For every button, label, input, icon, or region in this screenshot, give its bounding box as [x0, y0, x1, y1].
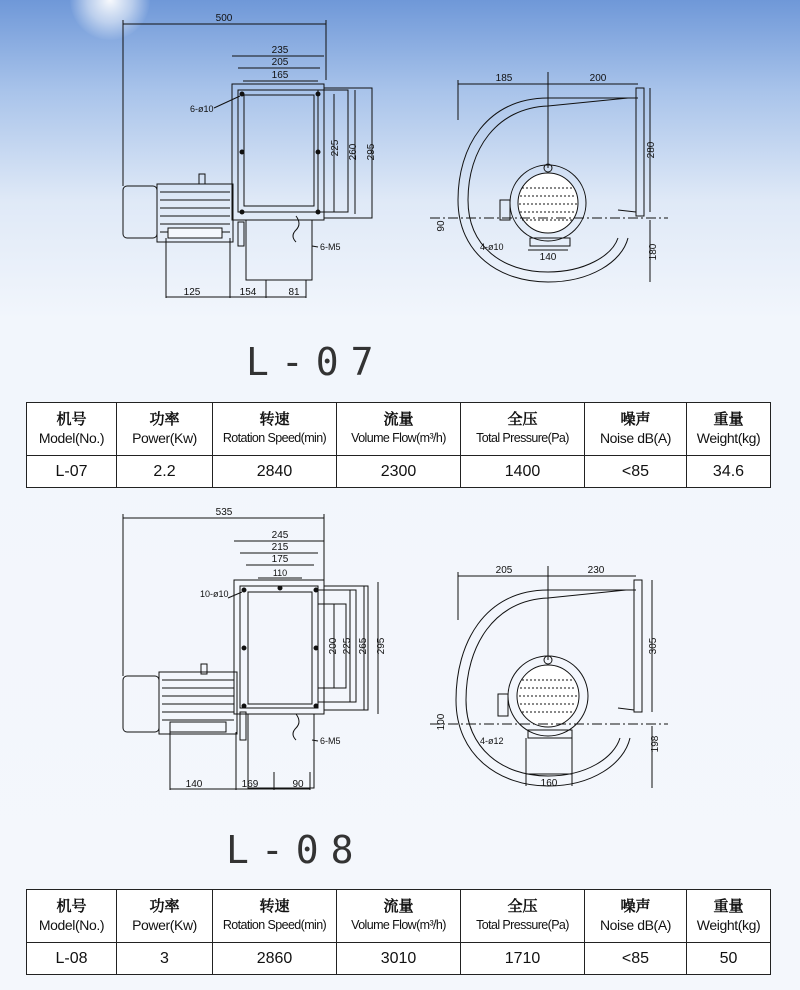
l08-spec-table	[26, 889, 771, 975]
l08-side-view	[430, 565, 668, 789]
l08-dim-h1: 200	[328, 637, 339, 655]
l08-dim-flange-inner: 175	[271, 554, 289, 565]
l07-dim-outlet: 280	[646, 141, 657, 159]
l08-model-title: L-08	[226, 828, 366, 872]
l08-dim-base-c: 90	[292, 779, 304, 790]
header-pressure: 全压 Total Pressure(Pa)	[461, 403, 585, 456]
header-speed: 转速 Rotation Speed(min)	[213, 890, 337, 943]
l08-drawing	[0, 500, 800, 800]
l07-dim-right: 200	[589, 73, 607, 84]
cell-power: 3	[117, 943, 213, 975]
l07-dim-lower: 180	[648, 243, 659, 261]
cell-speed: 2840	[213, 456, 337, 488]
table-header-row	[27, 890, 771, 943]
l08-dim-base-b: 169	[241, 779, 259, 790]
cell-noise: <85	[585, 456, 687, 488]
l08-dim-h4: 295	[376, 637, 387, 655]
table-header-row	[27, 403, 771, 456]
header-power: 功率 Power(Kw)	[117, 890, 213, 943]
table-row	[27, 456, 771, 488]
l08-dim-h2: 225	[342, 637, 353, 655]
l07-drawing	[0, 0, 800, 300]
cell-power: 2.2	[117, 456, 213, 488]
cell-flow: 3010	[337, 943, 461, 975]
header-pressure: 全压 Total Pressure(Pa)	[461, 890, 585, 943]
cell-flow: 2300	[337, 456, 461, 488]
header-noise: 噪声 Noise dB(A)	[585, 403, 687, 456]
header-flow: 流量 Volume Flow(m³/h)	[337, 890, 461, 943]
l08-dim-outlet: 305	[648, 637, 659, 655]
l07-side-view	[430, 72, 668, 282]
l07-dim-base-width: 140	[539, 252, 557, 263]
l07-front-view	[123, 13, 377, 298]
header-model: 机号 Model(No.)	[27, 403, 117, 456]
cell-weight: 50	[687, 943, 771, 975]
l07-dim-base-holes: 4-ø10	[480, 242, 504, 252]
cell-weight: 34.6	[687, 456, 771, 488]
header-power: 功率 Power(Kw)	[117, 403, 213, 456]
l07-dim-h2: 260	[348, 143, 359, 161]
l08-dim-flange-outer: 245	[271, 530, 289, 541]
l07-dim-left: 185	[495, 73, 513, 84]
l07-dim-base-c: 81	[288, 287, 300, 298]
header-weight: 重量 Weight(kg)	[687, 890, 771, 943]
l07-model-title: L-07	[246, 340, 386, 384]
l08-dim-axis: 100	[436, 713, 447, 731]
header-flow: 流量 Volume Flow(m³/h)	[337, 403, 461, 456]
table-row	[27, 943, 771, 975]
l07-dim-flange-inner: 165	[271, 70, 289, 81]
l07-dim-flange-mid: 205	[271, 57, 289, 68]
cell-noise: <85	[585, 943, 687, 975]
cell-model: L-08	[27, 943, 117, 975]
l08-dim-total-width: 535	[215, 507, 233, 518]
l08-dim-base-a: 140	[185, 779, 203, 790]
l07-spec-table	[26, 402, 771, 488]
l07-dim-base-b: 154	[239, 287, 257, 298]
l07-dim-h3: 295	[366, 143, 377, 161]
l07-dim-axis: 90	[436, 220, 447, 232]
cell-pressure: 1710	[461, 943, 585, 975]
l08-dim-left: 205	[495, 565, 513, 576]
l08-dim-flange-mid: 215	[271, 542, 289, 553]
header-model: 机号 Model(No.)	[27, 890, 117, 943]
l07-dim-h1: 225	[330, 139, 341, 157]
cell-speed: 2860	[213, 943, 337, 975]
l07-dim-bolts: 6-M5	[320, 242, 341, 252]
l07-dim-total-width: 500	[215, 13, 233, 24]
header-noise: 噪声 Noise dB(A)	[585, 890, 687, 943]
l08-dim-top-hole: 110	[272, 568, 288, 578]
l08-dim-lower: 198	[650, 735, 661, 753]
l07-dim-holes: 6-ø10	[190, 104, 214, 114]
l07-dim-base-a: 125	[183, 287, 201, 298]
l07-dim-flange-outer: 235	[271, 45, 289, 56]
header-speed: 转速 Rotation Speed(min)	[213, 403, 337, 456]
l08-dim-holes: 10-ø10	[200, 589, 229, 599]
cell-pressure: 1400	[461, 456, 585, 488]
cell-model: L-07	[27, 456, 117, 488]
header-weight: 重量 Weight(kg)	[687, 403, 771, 456]
l08-dim-bolts: 6-M5	[320, 736, 341, 746]
l08-front-view	[123, 507, 387, 790]
l08-dim-h3: 265	[358, 637, 369, 655]
l08-dim-base-holes: 4-ø12	[480, 736, 504, 746]
l08-dim-base-width: 160	[540, 778, 558, 789]
l08-dim-right: 230	[587, 565, 605, 576]
